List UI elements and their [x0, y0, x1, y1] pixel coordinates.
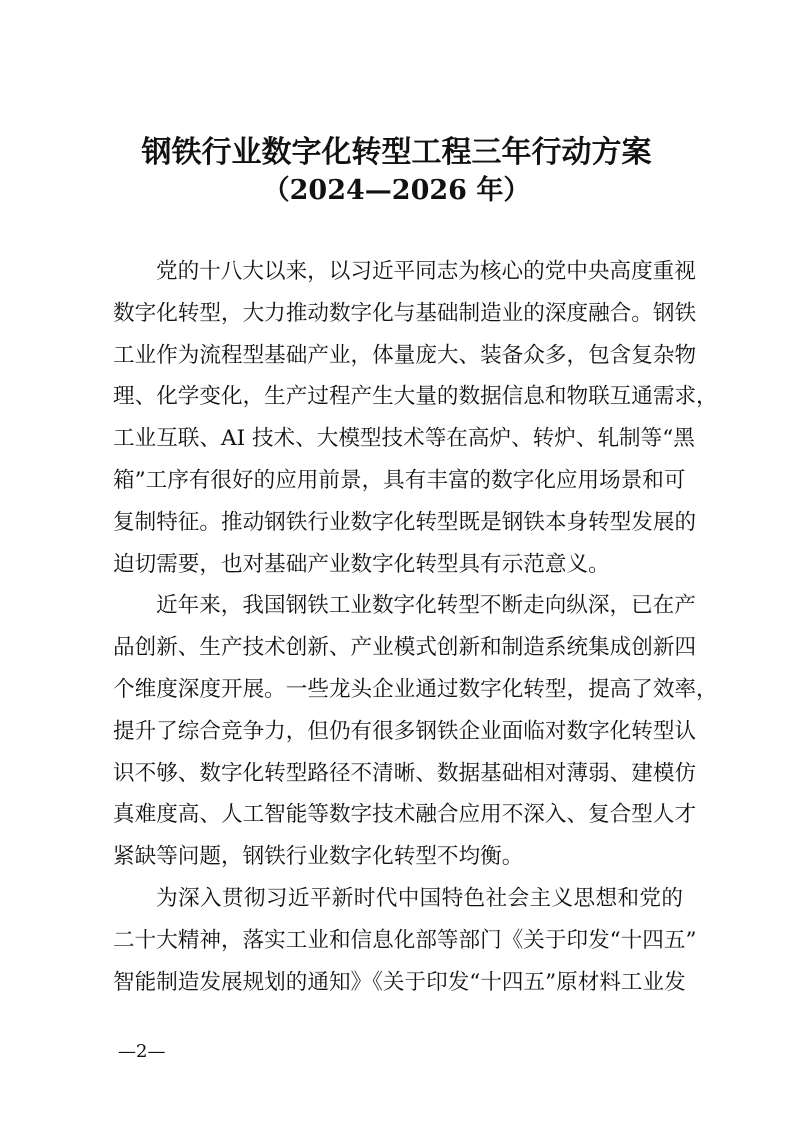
- paragraph-line: 复制特征。推动钢铁行业数字化转型既是钢铁本身转型发展的: [113, 509, 697, 535]
- paragraph-line: 个维度深度开展。一些龙头企业通过数字化转型，提高了效率，: [113, 676, 718, 702]
- paragraph-line: 箱”工序有很好的应用前景，具有丰富的数字化应用场景和可: [113, 467, 686, 493]
- paragraph-line: 紧缺等问题，钢铁行业数字化转型不均衡。: [113, 844, 524, 870]
- paragraph-line: 近年来，我国钢铁工业数字化转型不断走向纵深，已在产: [156, 593, 696, 619]
- paragraph-line: 理、化学变化，生产过程产生大量的数据信息和物联互通需求，: [113, 384, 718, 410]
- paragraph-line: 工业互联、AI 技术、大模型技术等在高炉、转炉、轧制等“黑: [113, 426, 695, 452]
- paragraph-line: 数字化转型，大力推动数字化与基础制造业的深度融合。钢铁: [113, 300, 697, 326]
- document-subtitle: （2024—2026 年）: [262, 175, 531, 206]
- paragraph-line: 工业作为流程型基础产业，体量庞大、装备众多，包含复杂物: [113, 342, 697, 368]
- page-number: —2—: [118, 1041, 166, 1062]
- paragraph-2: [113, 585, 718, 878]
- paragraph-1: [113, 251, 718, 585]
- paragraph-line: 真难度高、人工智能等数字技术融合应用不深入、复合型人才: [113, 802, 697, 828]
- document-title: 钢铁行业数字化转型工程三年行动方案: [141, 135, 652, 170]
- paragraph-line: 迫切需要，也对基础产业数字化转型具有示范意义。: [113, 551, 610, 577]
- paragraph-line: 品创新、生产技术创新、产业模式创新和制造系统集成创新四: [113, 635, 697, 661]
- paragraph-line: 二十大精神，落实工业和信息化部等部门《关于印发“十四五”: [113, 927, 697, 953]
- document-body: [113, 251, 718, 1003]
- paragraph-line: 党的十八大以来，以习近平同志为核心的党中央高度重视: [156, 259, 696, 284]
- paragraph-line: 智能制造发展规划的通知》《关于印发“十四五”原材料工业发: [113, 969, 686, 995]
- paragraph-line: 为深入贯彻习近平新时代中国特色社会主义思想和党的: [156, 885, 683, 911]
- paragraph-line: 识不够、数字化转型路径不清晰、数据基础相对薄弱、建模仿: [113, 760, 697, 786]
- paragraph-line: 提升了综合竞争力，但仍有很多钢铁企业面临对数字化转型认: [113, 718, 697, 744]
- paragraph-3: [113, 878, 697, 1003]
